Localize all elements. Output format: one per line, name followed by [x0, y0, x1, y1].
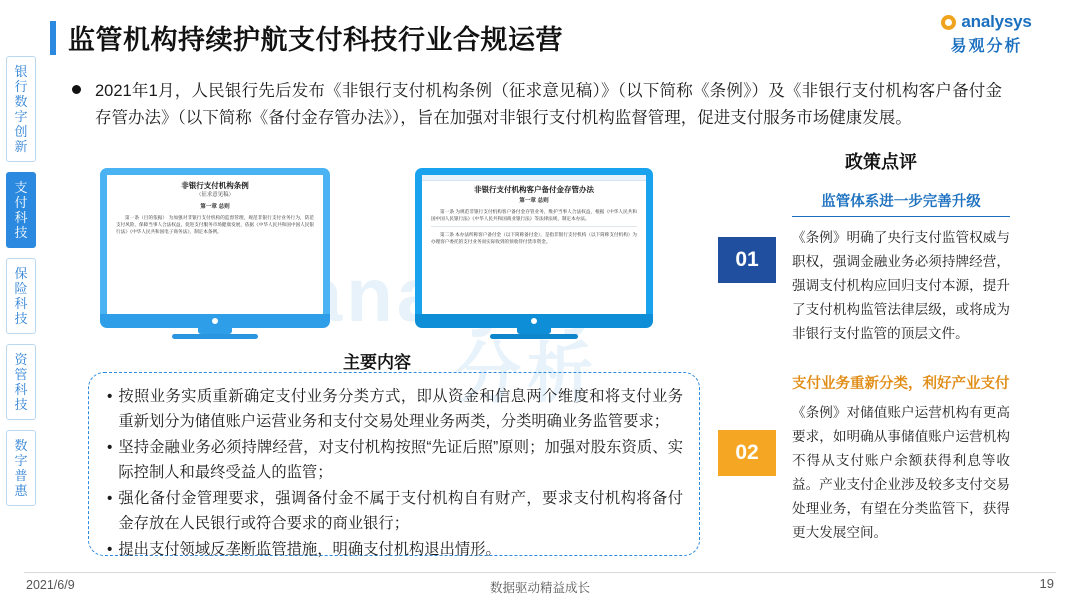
monitor-power-button-icon [531, 318, 537, 324]
logo-cn-text: 易观分析 [950, 38, 1023, 55]
document-paragraph: 第一条 为规范非银行支付机构客户备付金存管业务，维护当事人合法权益，根据《中华人民共和国中国人民银行法》《中华人民共和国商业银行法》等法律法规，制定本办法。 [431, 209, 637, 221]
footer-page-number: 19 [1039, 576, 1054, 591]
list-item-text: 强化备付金管理要求，强调备付金不属于支付机构自有财产，要求支付机构将备付金存放在人民银行或符合要求的商业银行； [118, 490, 683, 532]
logo-en-text: analysys [961, 12, 1032, 31]
commentary-body: 《条例》对储值账户运营机构有更高要求，如明确从事储值账户运营机构不得从支付账户余额获得利息等收益。产业支付企业涉及较多支付交易处理业务，有望在分类监管下，获得更大发展空间。 [792, 405, 1010, 540]
commentary-body: 《条例》明确了央行支付监管权威与职权，强调金融业务必须持牌经营，强调支付机构应回归支付本源，提升了支付机构监管法律层级，或将成为非银行支付监管的顶层文件。 [792, 230, 1010, 341]
monitor-regulation-document [100, 168, 330, 339]
sidebar-item-label: 数字普惠 [14, 438, 28, 498]
step-badge-02: 02 [718, 430, 776, 476]
circle-logo-icon [941, 15, 956, 30]
monitor-screen [415, 168, 653, 314]
page-header [50, 18, 563, 57]
sidebar [0, 56, 42, 516]
sidebar-item-label: 支付科技 [14, 180, 28, 240]
step-badge-01: 01 [718, 237, 776, 283]
monitor-base [490, 334, 578, 339]
document-paragraph: 第一条（目的依据） 为加强对非银行支付机构的监督管理，规范非银行支付业务行为，防范支付风险，保障当事人合法权益，促进支付服务市场健康发展，依据《中华人民共和国中国人民银行法》《中华人民共和国电子商务法》，制定本条例。 [116, 215, 314, 234]
document-title: 非银行支付机构条例 [181, 181, 249, 190]
list-bullet-icon: • [107, 541, 113, 558]
sidebar-item-digital-inclusive-finance[interactable] [6, 430, 36, 506]
document-toolbar [422, 175, 646, 181]
commentary-title: 政策点评 [845, 152, 917, 172]
sidebar-item-asset-management-tech[interactable] [6, 344, 36, 420]
document-page [422, 175, 646, 314]
monitor-base [172, 334, 258, 339]
title-accent-bar [50, 21, 56, 55]
monitor-screen [100, 168, 330, 314]
document-page [107, 175, 323, 314]
brand-logo [919, 12, 1054, 56]
sidebar-item-label: 银行数字创新 [14, 64, 28, 154]
commentary-heading: 监管体系进一步完善升级 [792, 190, 1010, 217]
page-title: 监管机构持续护航支付科技行业合规运营 [68, 25, 563, 55]
list-item [107, 537, 683, 562]
logo-row [919, 12, 1054, 32]
document-subtitle: （征求意见稿） [196, 192, 234, 198]
main-content-label: 主要内容 [343, 353, 411, 372]
sidebar-item-payment-tech[interactable] [6, 172, 36, 248]
sidebar-item-insurance-tech[interactable] [6, 258, 36, 334]
intro-text: 2021年1月，人民银行先后发布《非银行支付机构条例（征求意见稿）》（以下简称《条例》）及《非银行支付机构客户备付金存管办法》（以下简称《备付金存管办法》），旨在加强对非银行支付机构监督管理，促进支付服务市场健康发展。 [95, 82, 1002, 127]
footer-slogan: 数据驱动精益成长 [489, 581, 590, 595]
monitor-bottom-bar [415, 314, 653, 328]
list-bullet-icon: • [107, 388, 113, 405]
list-bullet-icon: • [107, 490, 113, 507]
commentary-block-2 [792, 372, 1010, 545]
commentary-block-1 [792, 190, 1010, 346]
monitor-power-button-icon [212, 318, 218, 324]
list-item-text: 坚持金融业务必须持牌经营，对支付机构按照“先证后照”原则；加强对股东资质、实际控制人和最终受益人的监管； [118, 439, 683, 481]
document-chapter-heading: 第一章 总则 [200, 204, 230, 210]
sidebar-item-label: 保险科技 [14, 266, 28, 326]
monitor-custody-document [415, 168, 653, 339]
list-bullet-icon: • [107, 439, 113, 456]
list-item [107, 486, 683, 536]
list-item [107, 384, 683, 434]
document-title: 非银行支付机构客户备付金存管办法 [474, 185, 594, 194]
document-paragraph: 第二条 本办法所称客户备付金（以下简称备付金），是指非银行支付机构（以下简称支付机构）为办理客户委托的支付业务而实际收到的预收待付货币资金。 [431, 232, 637, 244]
intro-paragraph [72, 78, 1002, 132]
footer-date: 2021/6/9 [26, 578, 75, 592]
main-content-box [88, 372, 700, 556]
monitor-bottom-bar [100, 314, 330, 328]
watermark-text-secondary: 分析 [455, 336, 599, 410]
footer-divider [24, 572, 1056, 573]
bullet-dot-icon [72, 85, 81, 94]
commentary-heading: 支付业务重新分类，利好产业支付 [792, 376, 1010, 392]
document-chapter-heading: 第一章 总则 [519, 198, 549, 204]
document-divider [431, 226, 637, 227]
list-item [107, 435, 683, 485]
list-item-text: 提出支付领域反垄断监管措施，明确支付机构退出情形。 [118, 541, 501, 558]
sidebar-item-label: 资管科技 [14, 352, 28, 412]
sidebar-item-banking-digital-innovation[interactable] [6, 56, 36, 162]
list-item-text: 按照业务实质重新确定支付业务分类方式，即从资金和信息两个维度和将支付业务重新划分为储值账户运营业务和支付交易处理业务两类，分类明确业务监管要求； [118, 388, 683, 430]
